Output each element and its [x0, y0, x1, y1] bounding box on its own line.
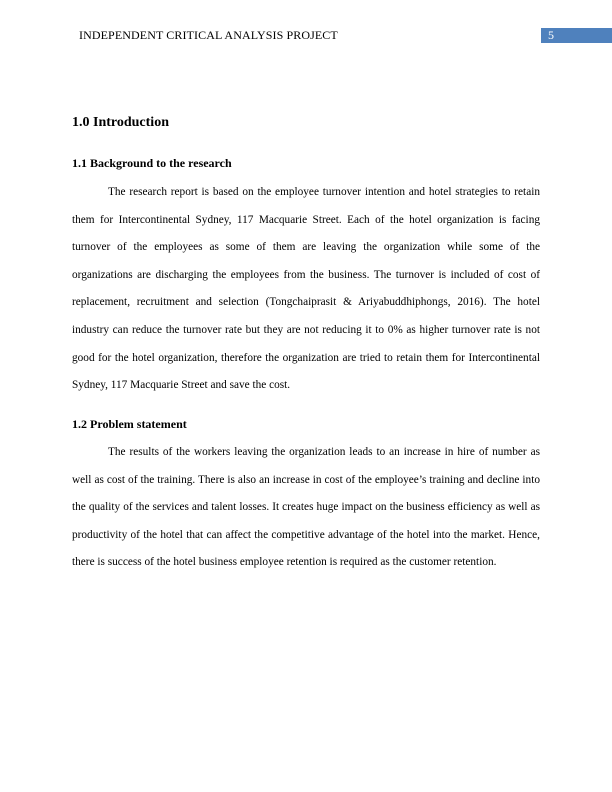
running-header-title: INDEPENDENT CRITICAL ANALYSIS PROJECT	[79, 28, 338, 42]
section-heading-introduction: 1.0 Introduction	[72, 115, 169, 130]
background-paragraph: The research report is based on the employee turnover intention and hotel strategies to retain them for Intercontinental Sydney, 117 Macquarie Street. Each of the hotel organization is facing turnover of the employees as some of them are leaving the organization while some of the organizations are discharging the employees from the business. The turnover is included of cost of replacement, recruitment and selection (Tongchaiprasit & Ariyabuddhiphongs, 2016). The hotel industry can reduce the turnover rate but they are not reducing it to 0% as higher turnover rate is not good for the hotel organization, therefore the organization are tried to retain them for Intercontinental Sydney, 117 Macquarie Street and save the cost.	[72, 186, 540, 392]
section-heading-problem-statement: 1.2 Problem statement	[72, 417, 187, 431]
page-number-badge: 5	[541, 28, 612, 43]
section-heading-background: 1.1 Background to the research	[72, 156, 232, 170]
problem-statement-paragraph: The results of the workers leaving the organization leads to an increase in hire of number as well as cost of the training. There is also an increase in cost of the employee’s training and decline into the quality of the services and talent losses. It creates huge impact on the business efficiency as well as productivity of the hotel that can affect the competitive advantage of the hotel into the market. Hence, there is success of the hotel business employee retention is required as the customer retention.	[72, 446, 540, 569]
